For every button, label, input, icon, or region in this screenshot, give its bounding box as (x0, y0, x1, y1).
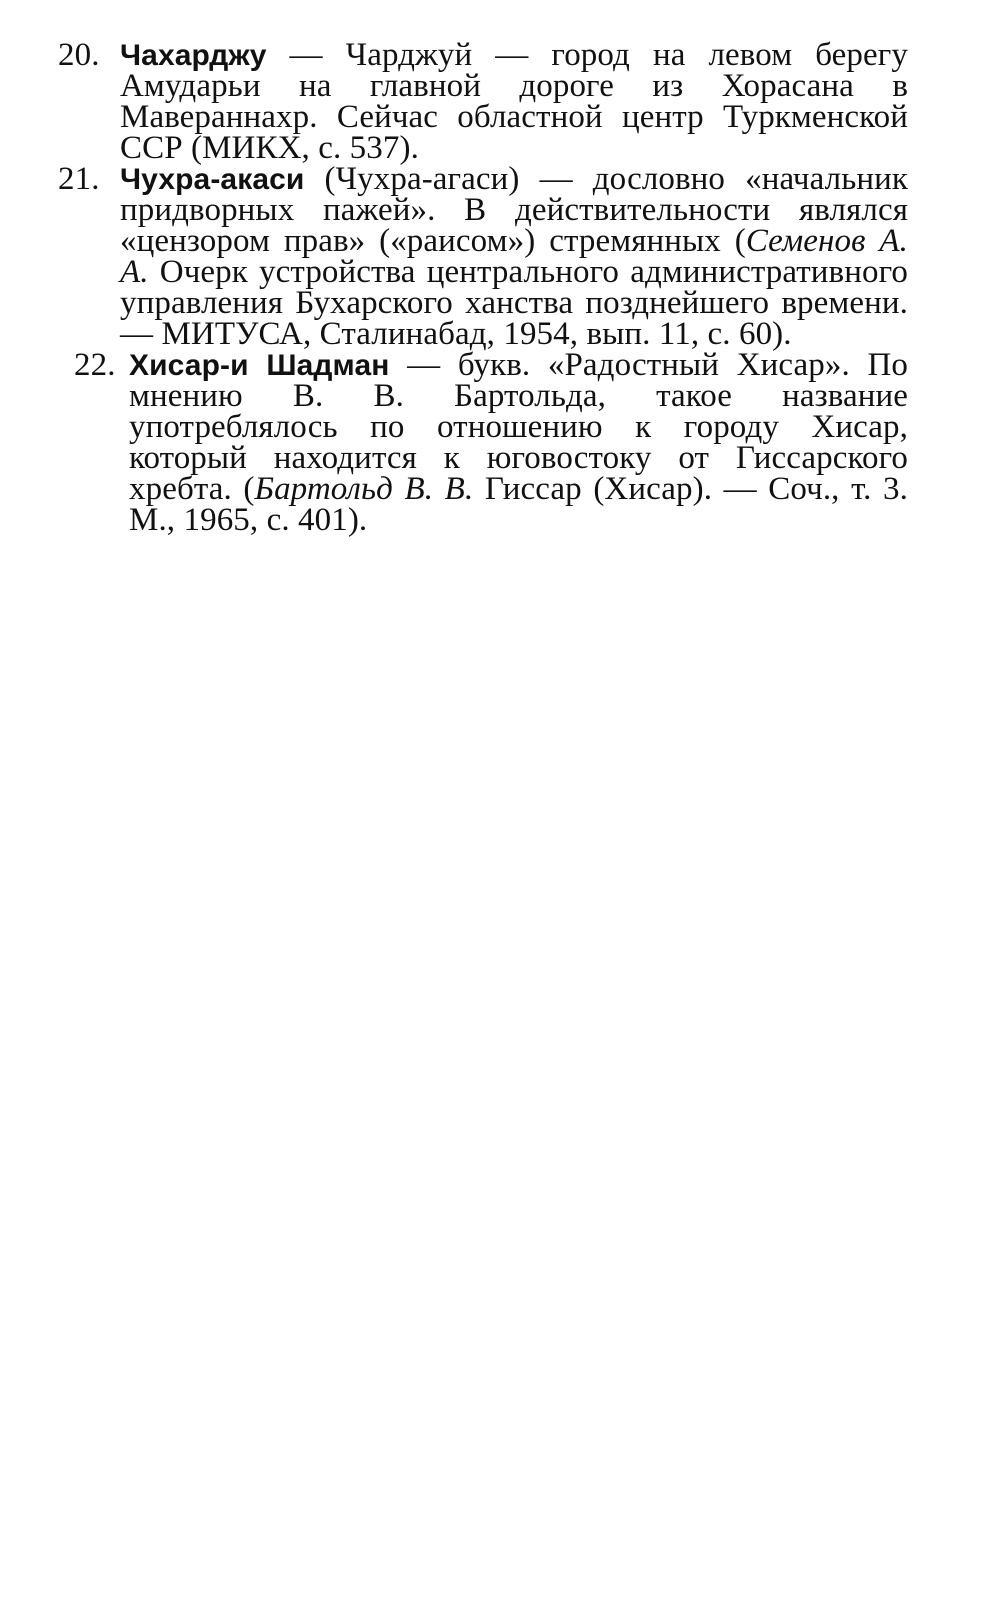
endnote-term: Хисар-и Шадман (129, 349, 390, 382)
endnote-22 (58, 347, 909, 538)
endnote-20 (58, 37, 908, 166)
endnote-text: — Чарджуй — город на левом берегу Амударьи на главной дороге из Хорасана в Мавераннахр. Сейчас областной центр Туркменской ССР (МИКХ, с. 537). (120, 37, 908, 166)
endnote-term: Чухра-акаси (120, 163, 305, 196)
endnote-text: — букв. «Радостный Хисар». По мнению В. В. Бартольда, такое название употреблялось по отношению к городу Хисар, который находится к юговостоку от Гиссарского хребта. ( (129, 347, 909, 507)
endnote-text: Очерк устройства центрального административного управления Бухарского ханства позднейшего времени. — МИТУСА, Сталинабад, 1954, вып. 11, с. 60). (120, 254, 908, 352)
endnote-citation-author: Семенов А. А. (120, 223, 909, 290)
endnote-citation-author: Бартольд В. В. (254, 471, 474, 507)
endnote-number: 21. (58, 161, 100, 197)
endnotes-list (58, 37, 909, 538)
endnote-number: 22. (74, 347, 116, 383)
endnote-number: 20. (58, 37, 100, 73)
endnote-text: Гиссар (Хисар). — Соч., т. 3. М., 1965, с. 401). (129, 471, 908, 538)
endnote-term: Чахарджу (120, 39, 267, 72)
endnote-21 (58, 161, 909, 352)
endnote-text: (Чухра-агаси) — дословно «начальник придворных пажей». В действительности являлся «цензором прав» («раисом») стремянных ( (120, 161, 908, 259)
